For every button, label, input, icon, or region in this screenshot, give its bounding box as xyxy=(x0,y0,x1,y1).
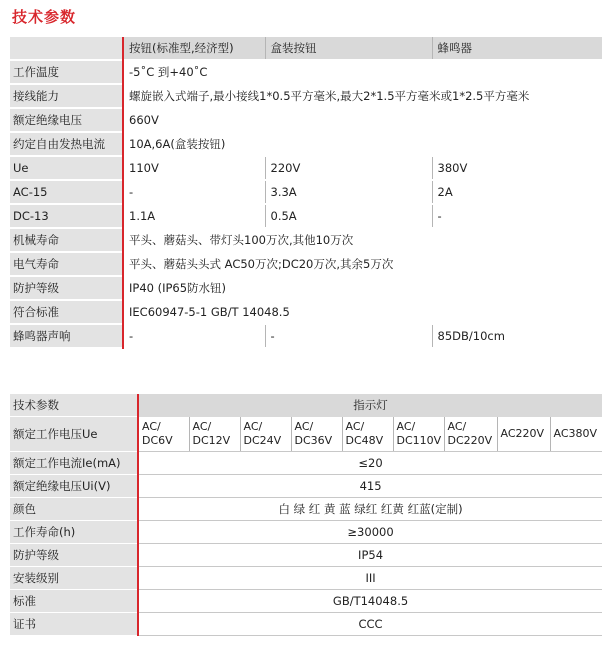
row-label: 电气寿命 xyxy=(10,252,123,276)
row-cell: 220V xyxy=(265,156,432,180)
row-label: 额定绝缘电压 xyxy=(10,108,123,132)
table-row xyxy=(10,589,602,612)
row-label: 接线能力 xyxy=(10,84,123,108)
row-value: IP40 (IP65防水钮) xyxy=(123,276,602,300)
row-cell: - xyxy=(265,324,432,348)
row-label: 机械寿命 xyxy=(10,228,123,252)
row-value: 415 xyxy=(138,474,602,497)
header-blank xyxy=(10,37,123,60)
row-value: CCC xyxy=(138,612,602,635)
row-label: DC-13 xyxy=(10,204,123,228)
table-header-row xyxy=(10,394,602,417)
indicator-spec-table xyxy=(10,394,602,636)
table-row xyxy=(10,60,602,84)
row-label: 符合标准 xyxy=(10,300,123,324)
row-value: 平头、蘑菇头、带灯头100万次,其他10万次 xyxy=(123,228,602,252)
table-row xyxy=(10,228,602,252)
voltage-cell: AC/ DC24V xyxy=(240,417,291,452)
table-row xyxy=(10,300,602,324)
row-value: 螺旋嵌入式端子,最小接线1*0.5平方毫米,最大2*1.5平方毫米或1*2.5平方毫米 xyxy=(123,84,602,108)
table-row xyxy=(10,276,602,300)
voltage-cell: AC/ DC12V xyxy=(189,417,240,452)
row-label: 防护等级 xyxy=(10,276,123,300)
voltage-row xyxy=(10,417,602,452)
row-cell: - xyxy=(123,180,265,204)
table-row xyxy=(10,474,602,497)
row-cell: 2A xyxy=(432,180,602,204)
table-row xyxy=(10,204,602,228)
row-label: 安装级别 xyxy=(10,566,138,589)
row-cell: 110V xyxy=(123,156,265,180)
row-cell: 85DB/10cm xyxy=(432,324,602,348)
row-label: Ue xyxy=(10,156,123,180)
row-label: 工作温度 xyxy=(10,60,123,84)
table-row xyxy=(10,156,602,180)
row-label: 防护等级 xyxy=(10,543,138,566)
voltage-cell: AC/ DC110V xyxy=(393,417,444,452)
table-row xyxy=(10,180,602,204)
table-row xyxy=(10,566,602,589)
voltage-cell: AC380V xyxy=(550,417,602,452)
header-button: 按钮(标准型,经济型) xyxy=(123,37,265,60)
button-spec-table xyxy=(10,37,602,349)
row-value: 平头、蘑菇头头式 AC50万次;DC20万次,其余5万次 xyxy=(123,252,602,276)
row-value: IEC60947-5-1 GB/T 14048.5 xyxy=(123,300,602,324)
table-row xyxy=(10,84,602,108)
table-row xyxy=(10,612,602,635)
table-row xyxy=(10,324,602,348)
table-row xyxy=(10,108,602,132)
table-row xyxy=(10,497,602,520)
voltage-cell: AC/ DC220V xyxy=(444,417,497,452)
row-value: IP54 xyxy=(138,543,602,566)
page-title: 技术参数 xyxy=(12,8,77,26)
row-label: AC-15 xyxy=(10,180,123,204)
voltage-cell: AC/ DC48V xyxy=(342,417,393,452)
row-label: 标准 xyxy=(10,589,138,612)
row-value: 白 绿 红 黄 蓝 绿红 红黄 红蓝(定制) xyxy=(138,497,602,520)
row-cell: 0.5A xyxy=(265,204,432,228)
row-cell: - xyxy=(432,204,602,228)
voltage-cell: AC/ DC36V xyxy=(291,417,342,452)
row-value: 660V xyxy=(123,108,602,132)
row-label: 额定绝缘电压Ui(V) xyxy=(10,474,138,497)
row-label: 颜色 xyxy=(10,497,138,520)
row-cell: 3.3A xyxy=(265,180,432,204)
table-row xyxy=(10,132,602,156)
voltage-cell: AC220V xyxy=(497,417,550,452)
voltage-cell: AC/ DC6V xyxy=(138,417,189,452)
table-row xyxy=(10,543,602,566)
row-value: 10A,6A(盒装按钮) xyxy=(123,132,602,156)
row-cell: - xyxy=(123,324,265,348)
header-indicator: 指示灯 xyxy=(138,394,602,417)
row-label: 证书 xyxy=(10,612,138,635)
row-label: 额定工作电压Ue xyxy=(10,417,138,452)
table-row xyxy=(10,451,602,474)
row-value: GB/T14048.5 xyxy=(138,589,602,612)
row-cell: 380V xyxy=(432,156,602,180)
row-value: ≥30000 xyxy=(138,520,602,543)
header-label: 技术参数 xyxy=(10,394,138,417)
header-buzzer: 蜂鸣器 xyxy=(432,37,602,60)
row-label: 工作寿命(h) xyxy=(10,520,138,543)
row-label: 约定自由发热电流 xyxy=(10,132,123,156)
row-value: ≤20 xyxy=(138,451,602,474)
table-row xyxy=(10,252,602,276)
row-label: 蜂鸣器声响 xyxy=(10,324,123,348)
row-value: III xyxy=(138,566,602,589)
header-box-button: 盒装按钮 xyxy=(265,37,432,60)
row-value: -5˚C 到+40˚C xyxy=(123,60,602,84)
table-row xyxy=(10,520,602,543)
row-cell: 1.1A xyxy=(123,204,265,228)
row-label: 额定工作电流Ie(mA) xyxy=(10,451,138,474)
table-header-row xyxy=(10,37,602,60)
